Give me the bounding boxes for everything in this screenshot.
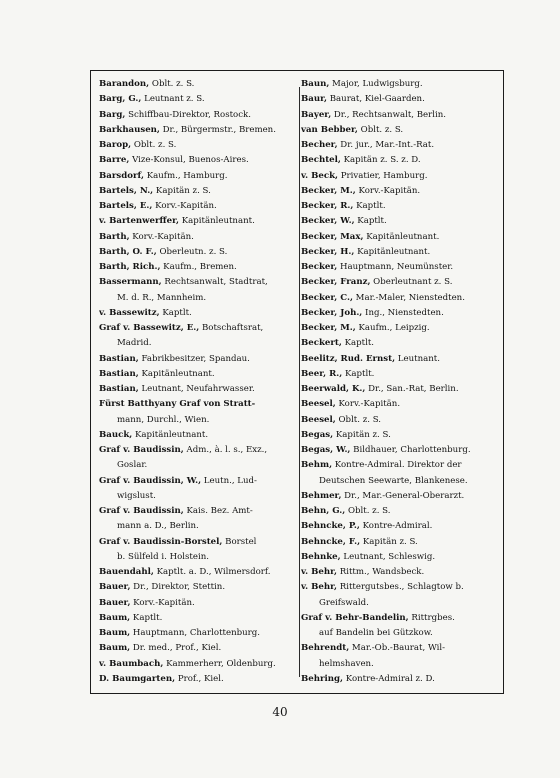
directory-entry (99, 230, 297, 245)
entry-details: Ing., Nienstedten. (362, 307, 444, 318)
right-column (301, 77, 501, 687)
entry-details: Hauptmann, Charlottenburg. (130, 628, 260, 638)
directory-entry (99, 245, 297, 260)
directory-entry (301, 306, 501, 321)
entry-name: v. Bassewitz, (99, 307, 160, 318)
directory-entry (99, 184, 297, 199)
directory-entry (99, 428, 297, 443)
entry-details: Korv.-Kapitän. (130, 597, 195, 608)
entry-name: Bastian, (99, 384, 139, 394)
directory-entry (99, 321, 297, 336)
directory-entry (99, 352, 297, 367)
entry-name: Baur, (301, 94, 327, 105)
directory-entry-continuation (99, 291, 297, 306)
page-frame (90, 70, 504, 694)
directory-entry (99, 275, 297, 290)
directory-entry (301, 580, 501, 595)
directory-entry-continuation (99, 336, 297, 351)
entry-details: Oblt. z. S. (149, 79, 195, 89)
entry-name: Bauck, (99, 429, 133, 440)
entry-details: Kapitänleutnant. (138, 368, 215, 379)
entry-name: Becker, R., (301, 201, 354, 211)
entry-details: Kaptlt. (354, 216, 387, 227)
entry-name: Behnke, (301, 551, 341, 562)
directory-entry (99, 382, 297, 397)
entry-details: Kapitän z. S. (360, 536, 418, 547)
directory-entry (301, 428, 501, 443)
entry-name: Graf v. Baudissin, W., (99, 475, 202, 486)
entry-details: Kaptlt. (159, 307, 192, 318)
directory-entry (99, 138, 297, 153)
entry-name: Begas, W., (301, 445, 351, 455)
entry-details: Privatier, Hamburg. (338, 170, 428, 181)
entry-details: Kontre-Admiral. Direktor der (332, 460, 462, 471)
entry-name: Behncke, F., (301, 536, 361, 547)
entry-name: Barth, (99, 231, 130, 242)
entry-details: Kapitän z. S. (153, 185, 211, 196)
entry-name: Bastian, (99, 353, 139, 364)
directory-entry (99, 92, 297, 107)
directory-entry (99, 580, 297, 595)
entry-name: van Bebber, (301, 124, 358, 135)
entry-name: Behm, (301, 460, 333, 471)
entry-details: Kaptlt. (353, 201, 386, 211)
directory-entry (301, 153, 501, 168)
directory-entry-continuation (99, 413, 297, 428)
entry-name: Barkhausen, (99, 124, 160, 135)
entry-details: Kaptlt. (130, 612, 163, 623)
entry-name: Becker, Max, (301, 231, 364, 242)
directory-entry-continuation (99, 458, 297, 473)
entry-details: Leutnant, Schleswig. (340, 551, 436, 562)
entry-name: Beesel, (301, 414, 336, 425)
directory-entry (301, 535, 501, 550)
entry-details: Kapitänleutnant. (132, 429, 209, 440)
directory-entry-continuation (301, 596, 501, 611)
directory-entry-continuation (301, 474, 501, 489)
entry-details: Dr., Direktor, Stettin. (130, 582, 226, 593)
directory-entry (301, 230, 501, 245)
entry-name: v. Beck, (301, 170, 339, 181)
directory-entry (99, 443, 297, 458)
column-divider (299, 87, 300, 677)
entry-details: wigslust. (117, 490, 156, 501)
entry-details: Dr. med., Prof., Kiel. (130, 643, 222, 654)
entry-details: Botschaftsrat, (199, 323, 264, 333)
directory-entry (301, 260, 501, 275)
entry-details: Rittm., Wandsbeck. (337, 567, 425, 577)
directory-entry (99, 474, 297, 489)
directory-entry-continuation (301, 657, 501, 672)
entry-details: Goslar. (117, 460, 148, 471)
entry-name: Bartels, E., (99, 201, 153, 211)
entry-details: Bildhauer, Charlottenburg. (350, 445, 471, 455)
directory-entry (99, 565, 297, 580)
entry-name: Bassermann, (99, 277, 162, 288)
entry-name: Barop, (99, 140, 132, 150)
directory-entry (99, 535, 297, 550)
entry-details: Kaptlt. (342, 368, 375, 379)
entry-details: Kaptlt. a. D., Wilmersdorf. (153, 567, 271, 577)
directory-entry (99, 214, 297, 229)
entry-details: Leutnant, Neufahrwasser. (138, 384, 255, 394)
entry-details: Kontre-Admiral z. D. (343, 673, 435, 684)
directory-entry (99, 611, 297, 626)
directory-entry (99, 657, 297, 672)
entry-name: Bauer, (99, 597, 131, 608)
entry-name: Beesel, (301, 399, 336, 410)
entry-name: Becker, H., (301, 246, 355, 257)
entry-name: Becker, M., (301, 185, 356, 196)
entry-name: Baun, (301, 79, 330, 89)
entry-name: Becker, Franz, (301, 277, 371, 288)
entry-details: M. d. R., Mannheim. (117, 292, 207, 303)
entry-name: Behring, (301, 673, 344, 684)
entry-name: Behncke, P., (301, 521, 360, 532)
entry-details: Kais. Bez. Amt- (183, 506, 253, 516)
entry-name: Bastian, (99, 368, 139, 379)
entry-name: Bayer, (301, 109, 332, 120)
entry-details: Kapitänleutnant. (354, 246, 431, 257)
entry-name: Bauer, (99, 582, 131, 593)
directory-entry (301, 504, 501, 519)
entry-details: Borstel (222, 536, 257, 547)
directory-entry (301, 169, 501, 184)
entry-name: Beerwald, K., (301, 384, 366, 394)
directory-entry (301, 245, 501, 260)
entry-name: Becker, M., (301, 323, 356, 333)
entry-details: Leutnant z. S. (141, 94, 205, 105)
directory-entry (301, 489, 501, 504)
directory-entry (301, 291, 501, 306)
entry-name: Baum, (99, 612, 131, 623)
entry-name: Graf v. Bassewitz, E., (99, 323, 200, 333)
directory-entry (301, 199, 501, 214)
directory-entry-continuation (99, 519, 297, 534)
entry-name: Begas, (301, 429, 334, 440)
directory-entry (99, 77, 297, 92)
directory-entry (99, 169, 297, 184)
directory-entry (301, 672, 501, 687)
entry-details: Hauptmann, Neumünster. (337, 262, 454, 272)
entry-name: Beer, R., (301, 368, 343, 379)
directory-entry (99, 260, 297, 275)
entry-name: Beelitz, Rud. Ernst, (301, 353, 396, 364)
entry-details: helmshaven. (319, 658, 374, 669)
directory-entry (99, 367, 297, 382)
directory-entry (301, 214, 501, 229)
entry-details: Prof., Kiel. (175, 673, 224, 684)
entry-name: Barg, G., (99, 94, 142, 105)
entry-details: Fabrikbesitzer, Spandau. (138, 353, 250, 364)
directory-entry (301, 443, 501, 458)
directory-entry (301, 367, 501, 382)
entry-details: Leutnant. (395, 353, 440, 364)
entry-details: Kaptlt. (341, 338, 375, 349)
entry-details: Korv.-Kapitän. (152, 201, 217, 211)
directory-entry (99, 596, 297, 611)
directory-entry (99, 108, 297, 123)
entry-name: Barsdorf, (99, 170, 144, 181)
entry-details: Kapitänleutnant. (363, 231, 440, 242)
entry-details: b. Sülfeld i. Holstein. (117, 551, 209, 562)
entry-details: Oberleutn. z. S. (156, 246, 228, 257)
entry-name: Bartels, N., (99, 185, 154, 196)
directory-entry (99, 504, 297, 519)
entry-name: Barandon, (99, 79, 150, 89)
entry-name: Becker, C., (301, 292, 353, 303)
directory-entry (301, 352, 501, 367)
entry-name: Graf v. Baudissin-Borstel, (99, 536, 223, 547)
page-number: 40 (272, 705, 288, 719)
entry-name: Barre, (99, 155, 130, 166)
entry-name: Fürst Batthyany Graf von Stratt- (99, 399, 256, 410)
entry-name: Becher, (301, 140, 338, 150)
entry-details: Oblt. z. S. (335, 414, 382, 425)
entry-name: Behn, G., (301, 506, 346, 516)
entry-details: Oblt. z. S. (345, 506, 391, 516)
directory-entry (301, 184, 501, 199)
entry-name: Barth, Rich., (99, 262, 161, 272)
entry-details: Kaufm., Hamburg. (143, 170, 228, 181)
directory-entry (99, 397, 297, 412)
directory-entry (301, 123, 501, 138)
directory-entry (301, 92, 501, 107)
directory-entry (99, 199, 297, 214)
entry-details: mann a. D., Berlin. (117, 521, 199, 532)
entry-details: Mar.-Maler, Nienstedten. (352, 292, 465, 303)
entry-details: Mar.-Ob.-Baurat, Wil- (349, 643, 446, 654)
entry-details: Baurat, Kiel-Gaarden. (326, 94, 425, 105)
directory-entry (99, 672, 297, 687)
entry-details: Dr., Rechtsanwalt, Berlin. (331, 109, 447, 120)
entry-name: v. Baumbach, (99, 658, 164, 669)
directory-entry-continuation (99, 550, 297, 565)
directory-entry-continuation (301, 626, 501, 641)
entry-details: Kapitänleutnant. (178, 216, 255, 227)
entry-name: Becker, Joh., (301, 307, 363, 318)
entry-details: Oblt. z. S. (131, 140, 177, 150)
directory-entry-continuation (99, 489, 297, 504)
directory-entry (301, 519, 501, 534)
entry-details: Korv.-Kapitän. (129, 231, 194, 242)
entry-details: Oberleutnant z. S. (370, 277, 453, 288)
entry-details: Kammerherr, Oldenburg. (163, 658, 276, 669)
entry-details: Kaufm., Leipzig. (355, 323, 430, 333)
directory-entry (99, 306, 297, 321)
entry-details: Kontre-Admiral. (359, 521, 433, 532)
directory-entry (301, 77, 501, 92)
directory-entry (301, 611, 501, 626)
entry-details: Rechtsanwalt, Stadtrat, (161, 277, 268, 288)
entry-name: v. Bartenwerffer, (99, 216, 179, 227)
entry-name: Graf v. Baudissin, (99, 445, 184, 455)
entry-name: Barg, (99, 109, 126, 120)
entry-details: Dr. jur., Mar.-Int.-Rat. (337, 140, 435, 150)
entry-details: Korv.-Kapitän. (355, 185, 421, 196)
entry-details: Korv.-Kapitän. (335, 399, 401, 410)
directory-entry (99, 641, 297, 656)
entry-name: D. Baumgarten, (99, 673, 176, 684)
left-column (99, 77, 297, 687)
entry-details: Dr., Mar.-General-Oberarzt. (341, 490, 465, 501)
directory-entry (301, 641, 501, 656)
entry-details: mann, Durchl., Wien. (117, 414, 210, 425)
entry-name: Becker, (301, 262, 338, 272)
entry-details: Kapitän z. S. z. D. (340, 155, 421, 166)
entry-name: Behmer, (301, 490, 342, 501)
directory-entry (301, 413, 501, 428)
entry-details: Greifswald. (319, 597, 369, 608)
directory-entry (301, 108, 501, 123)
entry-details: Kapitän z. S. (333, 429, 391, 440)
entry-details: Madrid. (117, 338, 152, 349)
entry-name: Graf v. Behr-Bandelin, (301, 612, 409, 623)
entry-name: Baum, (99, 643, 131, 654)
directory-entry (99, 123, 297, 138)
entry-details: Dr., San.-Rat, Berlin. (365, 384, 459, 394)
directory-entry (301, 565, 501, 580)
entry-details: Deutschen Seewarte, Blankenese. (319, 475, 468, 486)
entry-details: Oblt. z. S. (357, 124, 404, 135)
entry-name: Behrendt, (301, 643, 350, 654)
entry-name: Graf v. Baudissin, (99, 506, 184, 516)
entry-name: Bauendahl, (99, 567, 154, 577)
entry-details: Major, Ludwigsburg. (329, 79, 423, 89)
entry-name: Bechtel, (301, 155, 341, 166)
directory-entry (301, 397, 501, 412)
entry-name: Baum, (99, 628, 131, 638)
entry-details: Kaufm., Bremen. (160, 262, 237, 272)
entry-details: Rittrgbes. (408, 612, 455, 623)
entry-details: Schiffbau-Direktor, Rostock. (125, 109, 251, 120)
directory-entry (99, 153, 297, 168)
directory-entry (301, 138, 501, 153)
entry-details: Rittergutsbes., Schlagtow b. (337, 582, 464, 593)
entry-details: Leutn., Lud- (201, 475, 257, 486)
entry-details: Vize-Konsul, Buenos-Aires. (129, 155, 249, 166)
entry-name: v. Behr, (301, 567, 337, 577)
entry-name: v. Behr, (301, 582, 337, 593)
directory-entry (301, 550, 501, 565)
directory-entry (301, 382, 501, 397)
entry-details: Dr., Bürgermstr., Bremen. (159, 124, 276, 135)
entry-details: Adm., à. l. s., Exz., (183, 445, 268, 455)
entry-details: auf Bandelin bei Gützkow. (319, 628, 433, 638)
directory-entry (301, 336, 501, 351)
directory-entry (99, 626, 297, 641)
directory-entry (301, 458, 501, 473)
directory-entry (301, 321, 501, 336)
entry-name: Barth, O. F., (99, 246, 157, 257)
entry-name: Becker, W., (301, 216, 355, 227)
entry-name: Beckert, (301, 338, 342, 349)
directory-entry (301, 275, 501, 290)
